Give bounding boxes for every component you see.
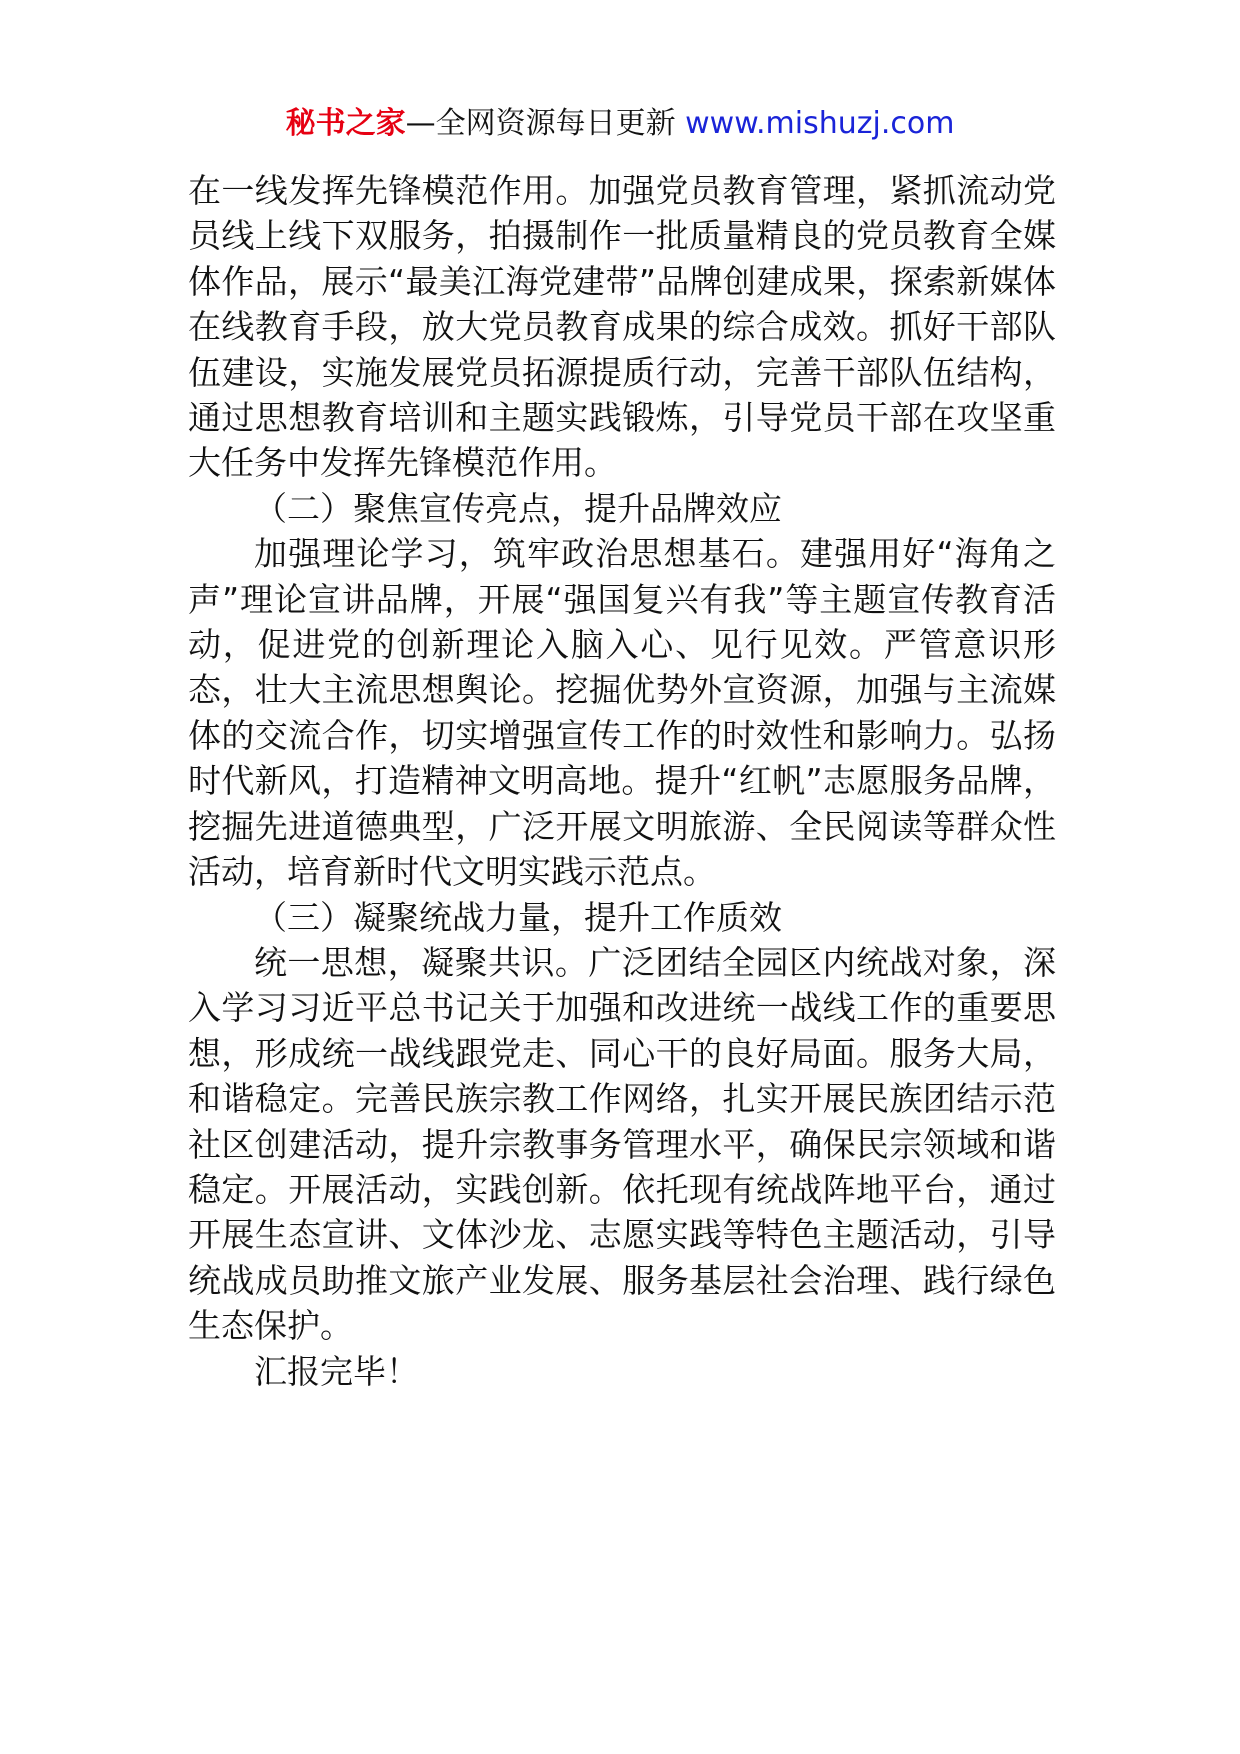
section-heading-2: （二）聚焦宣传亮点，提升品牌效应 bbox=[254, 488, 782, 528]
site-brand: 秘书之家 bbox=[285, 106, 406, 141]
closing-remark: 汇报完毕！ bbox=[254, 1351, 419, 1391]
paragraph-united-front: 统一思想，凝聚共识。广泛团结全园区内统战对象，深入学习习近平总书记关于加强和改进统一战线工作的重要思想，形成统一战线跟党走、同心干的良好局面。服务大局，和谐稳定。完善民族宗教工作网络，扎实开展民族团结示范社区创建活动，提升宗教事务管理水平，确保民宗领域和谐稳定。开展活动，实践创新。依托现有统战阵地平台，通过开展生态宣讲、文体沙龙、志愿实践等特色主题活动，引导统战成员助推文旅产业发展、服务基层社会治理、践行绿色生态保护。 bbox=[188, 942, 1056, 1346]
paragraph-continuation: 在一线发挥先锋模范作用。加强党员教育管理，紧抓流动党员线上线下双服务，拍摄制作一批质量精良的党员教育全媒体作品，展示“最美江海党建带”品牌创建成果，探索新媒体在线教育手段，放大党员教育成果的综合成效。抓好干部队伍建设，实施发展党员拓源提质行动，完善干部队伍结构，通过思想教育培训和主题实践锻炼，引导党员干部在攻坚重大任务中发挥先锋模范作用。 bbox=[188, 171, 1056, 483]
document-body bbox=[188, 168, 1056, 1394]
section-heading-3: （三）凝聚统战力量，提升工作质效 bbox=[254, 897, 782, 937]
paragraph-publicity: 加强理论学习，筑牢政治思想基石。建强用好“海角之声”理论宣讲品牌，开展“强国复兴有我”等主题宣传教育活动，促进党的创新理论入脑入心、见行见效。严管意识形态，壮大主流思想舆论。挖掘优势外宣资源，加强与主流媒体的交流合作，切实增强宣传工作的时效性和影响力。弘扬时代新风，打造精神文明高地。提升“红帆”志愿服务品牌，挖掘先进道德典型，广泛开展文明旅游、全民阅读等群众性活动，培育新时代文明实践示范点。 bbox=[188, 534, 1056, 892]
site-header bbox=[0, 102, 1240, 146]
site-tagline: —全网资源每日更新 bbox=[405, 106, 686, 141]
site-url-link[interactable]: www.mishuzj.com bbox=[685, 106, 955, 141]
